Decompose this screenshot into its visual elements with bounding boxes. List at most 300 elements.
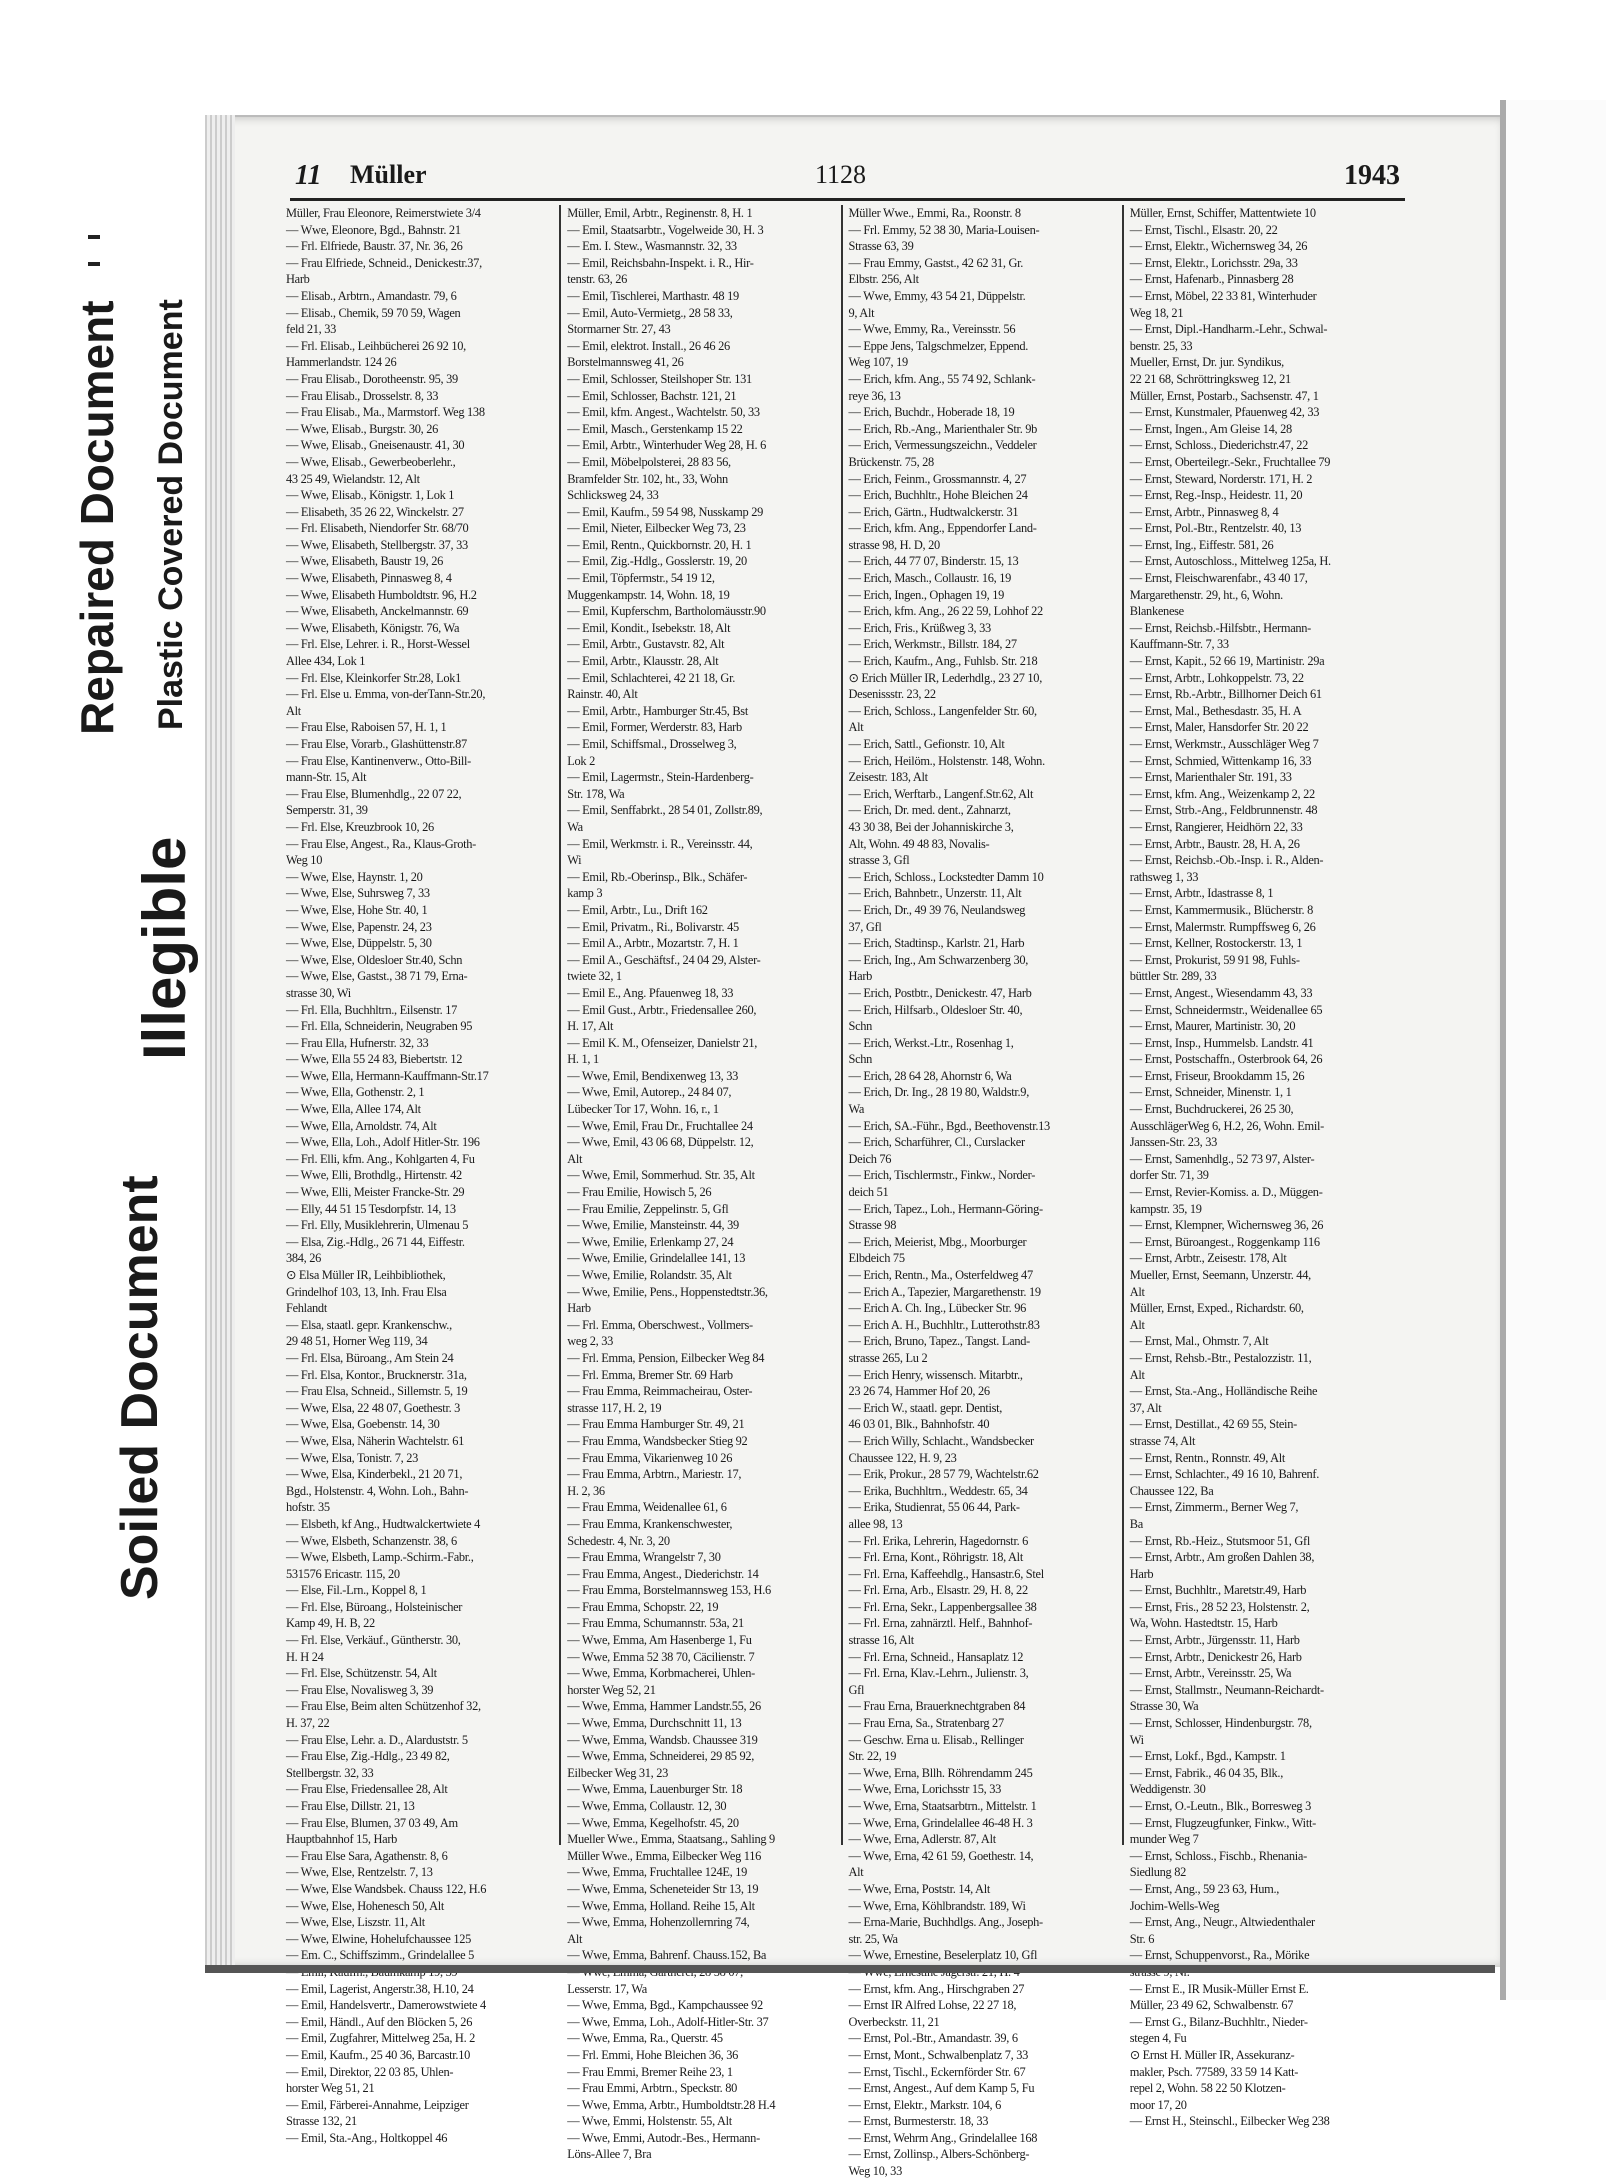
directory-entry: — Wwe, Emma, Arbtr., Humboldtstr.28 H.4 (567, 2097, 776, 2112)
directory-entry: — Ernst, Rb.-Heiz., Stutsmoor 51, Gfl (1129, 1533, 1311, 1548)
directory-entry: — Emil, Rb.-Oberinsp., Blk., Schäfer- (567, 869, 748, 884)
directory-entry: — Wwe, Elsa, 22 48 07, Goethestr. 3 (286, 1400, 461, 1415)
directory-entry: — Wwe, Else, Rentzelstr. 7, 13 (286, 1865, 433, 1880)
directory-entry: — Wwe, Emma, Bgd., Kampchaussee 92 (567, 1998, 763, 2013)
soiled-document-label: Soiled Document (111, 1175, 169, 1600)
directory-entry: — Ernst, O.-Leutn., Blk., Borresweg 3 (1129, 1799, 1312, 1813)
directory-entry: Strasse 30, Wa (1129, 1699, 1199, 1714)
directory-entry: — Emil, Arbtr., Klausstr. 28, Alt (567, 654, 719, 669)
directory-entry: — Wwe, Elisabeth Humboldtstr. 96, H.2 (286, 587, 477, 602)
directory-entry: — Frl. Else, Verkäuf., Güntherstr. 30, (286, 1633, 461, 1648)
directory-entry: — Ernst, Ing., Eiffestr. 581, 26 (1129, 537, 1274, 552)
directory-entry: — Wwe, Emma, Lauenburger Str. 18 (567, 1782, 743, 1797)
directory-entry: — Wwe, Elli, Meister Francke-Str. 29 (286, 1185, 465, 1200)
directory-entry: makler, Psch. 77589, 33 59 14 Katt- (1129, 2064, 1299, 2079)
directory-entry: — Ernst, Büroangest., Roggenkamp 116 (1129, 1234, 1320, 1249)
directory-entry: Siedlung 82 (1129, 1865, 1186, 1880)
directory-column-4 (1124, 205, 1405, 2129)
directory-entry: — Ernst, Flugzeugfunker, Finkw., Witt- (1129, 1815, 1316, 1830)
directory-entry: Strasse 63, 39 (848, 239, 914, 254)
directory-entry: — Ernst, Klempner, Wichernsweg 36, 26 (1129, 1218, 1324, 1233)
directory-entry: — Frau Else, Friedensallee 28, Alt (286, 1782, 448, 1797)
directory-entry: strasse 3, Gfl (848, 853, 910, 868)
directory-entry: — Wwe, Emmi, Holstenstr. 55, Alt (567, 2114, 732, 2129)
directory-entry: — Wwe, Erna, Köhlbrandstr. 189, Wi (848, 1898, 1026, 1913)
directory-entry: — Frl. Ella, Buchhltrn., Eilsenstr. 17 (286, 1002, 458, 1017)
directory-entry: — Frl. Else, Kleinkorfer Str.28, Lok1 (286, 670, 462, 685)
directory-entry: twiete 32, 1 (567, 969, 622, 984)
directory-entry: — Frau Else, Novalisweg 3, 39 (286, 1682, 434, 1697)
directory-entry: Chaussee 122, Ba (1129, 1483, 1214, 1498)
directory-entry: 37, Gfl (848, 919, 882, 934)
directory-entry: H. 1, 1 (567, 1052, 599, 1067)
directory-entry: — Erich A., Tapezier, Margarethenstr. 19 (848, 1284, 1041, 1299)
repaired-document-label: Repaired Document (71, 300, 123, 735)
directory-entry: Alt (567, 1151, 583, 1166)
directory-entry: — Ernst, Zimmerm., Berner Weg 7, (1129, 1500, 1299, 1515)
directory-entry: Müller, Ernst, Exped., Richardstr. 60, (1129, 1301, 1304, 1316)
directory-entry: reye 36, 13 (848, 388, 901, 403)
directory-entry: — Frl. Emmi, Hohe Bleichen 36, 36 (567, 2047, 739, 2062)
directory-entry: — Frau Emilie, Howisch 5, 26 (567, 1185, 712, 1200)
directory-entry: — Em. I. Stew., Wasmannstr. 32, 33 (567, 239, 737, 254)
directory-entry: H. H 24 (286, 1649, 324, 1664)
directory-entry: — Wwe, Emma, Bahrenf. Chauss.152, Ba (567, 1948, 767, 1963)
directory-entry: munder Weg 7 (1129, 1832, 1199, 1847)
directory-entry: — Ernst, Maler, Hansdorfer Str. 20 22 (1129, 720, 1309, 735)
directory-entry: — Frau Else, Angest., Ra., Klaus-Groth- (286, 836, 476, 851)
directory-entry: — Frl. Erna, Kont., Röhrigstr. 18, Alt (848, 1550, 1023, 1565)
directory-entry: Borstelmannsweg 41, 26 (567, 355, 684, 370)
directory-entry: — Wwe, Elisabeth, Baustr 19, 26 (286, 554, 444, 569)
directory-entry: deich 51 (848, 1185, 889, 1200)
directory-entry: Alt (567, 1931, 583, 1946)
directory-entry: — Geschw. Erna u. Elisab., Rellinger (848, 1732, 1024, 1747)
directory-entry: — Emil, kfm. Angest., Wachtelstr. 50, 33 (567, 405, 760, 420)
directory-entry: — Wwe, Emil, Frau Dr., Fruchtallee 24 (567, 1118, 753, 1133)
directory-entry: — Wwe, Emma, Holland. Reihe 15, Alt (567, 1898, 755, 1913)
directory-entry: — Ernst, Lokf., Bgd., Kampstr. 1 (1129, 1749, 1286, 1764)
directory-entry: — Frl. Erna, Kaffeehdlg., Hansastr.6, Stel (848, 1566, 1044, 1581)
directory-entry: — Emil, Reichsbahn-Inspekt. i. R., Hir- (567, 255, 754, 270)
directory-entry: — Erich, Schloss., Lockstedter Damm 10 (848, 869, 1044, 884)
directory-entry: H. 2, 36 (567, 1483, 605, 1498)
directory-entry: — Frau Emma, Wrangelstr 7, 30 (567, 1550, 721, 1565)
directory-entry: — Frau Else, Dillstr. 21, 13 (286, 1799, 415, 1813)
directory-entry: — Wwe, Ella, Gothenstr. 2, 1 (286, 1085, 425, 1100)
directory-entry: — Erich, kfm. Ang., 26 22 59, Lohhof 22 (848, 604, 1043, 619)
directory-entry: — Wwe, Elsbeth, Lamp.-Schirm.-Fabr., (286, 1550, 474, 1565)
page-header (295, 160, 1400, 200)
directory-entry: Mueller, Ernst, Seemann, Unzerstr. 44, (1129, 1268, 1311, 1282)
directory-entry: — Else, Fil.-Lrn., Koppel 8, 1 (286, 1583, 427, 1598)
directory-entry: — Wwe, Erna, 42 61 59, Goethestr. 14, (848, 1848, 1034, 1863)
directory-entry: — Erich, Stadtinsp., Karlstr. 21, Harb (848, 936, 1025, 951)
directory-entry: mann-Str. 15, Alt (286, 770, 367, 785)
directory-entry: Müller Wwe., Emmi, Ra., Roonstr. 8 (848, 206, 1021, 220)
directory-entry: Elbstr. 256, Alt (848, 272, 919, 287)
directory-entry: — Wwe, Erna, Staatsarbtrn., Mittelstr. 1 (848, 1799, 1037, 1813)
directory-entry: — Emil, Färberei-Annahme, Leipziger (286, 2097, 469, 2112)
directory-entry: Strasse 98 (848, 1218, 897, 1233)
directory-entry: — Ernst, Reg.-Insp., Heidestr. 11, 20 (1129, 488, 1303, 503)
directory-entry: — Frau Else, Raboisen 57, H. 1, 1 (286, 720, 447, 735)
directory-entry: — Wwe, Emma, Kegelhofstr. 45, 20 (567, 1815, 739, 1830)
directory-entry: — Erich, Werkmstr., Billstr. 184, 27 (848, 637, 1017, 652)
directory-entry: Deich 76 (848, 1151, 892, 1166)
directory-entry: — Wwe, Emil, Autorep., 24 84 07, (567, 1085, 732, 1100)
directory-entry: — Ernst, Möbel, 22 33 81, Winterhuder (1129, 288, 1317, 303)
directory-entry: — Erich, Gärtn., Hudtwalckerstr. 31 (848, 504, 1019, 519)
directory-entry: — Emil, elektrot. Install., 26 46 26 (567, 338, 730, 353)
directory-entry: Weg 10 (286, 853, 323, 868)
directory-entry: — Ernst, Kammermusik., Blücherstr. 8 (1129, 902, 1314, 917)
directory-entry: — Wwe, Emma, Am Hasenberge 1, Fu (567, 1633, 752, 1648)
directory-entry: — Erik, Prokur., 28 57 79, Wachtelstr.62 (848, 1467, 1039, 1482)
directory-entry: — Elsa, staatl. gepr. Krankenschw., (286, 1317, 452, 1332)
directory-entry: — Ernst, Schneidermstr., Weidenallee 65 (1129, 1002, 1323, 1017)
directory-entry: strasse 117, H. 2, 19 (567, 1400, 662, 1415)
directory-entry: Müller, 23 49 62, Schwalbenstr. 67 (1129, 1998, 1294, 2013)
directory-entry: — Ernst, Oberteilegr.-Sekr., Fruchtallee 79 (1129, 454, 1331, 469)
directory-entry: — Ernst, Mal., Ohmstr. 7, Alt (1129, 1334, 1269, 1349)
directory-entry: — Emil, Schlosser, Steilshoper Str. 131 (567, 371, 752, 386)
directory-entry: — Ernst, Pol.-Btr., Rentzelstr. 40, 13 (1129, 521, 1302, 536)
directory-entry: — Erich, Schloss., Langenfelder Str. 60, (848, 703, 1037, 718)
directory-entry: — Frau Else, Kantinenverw., Otto-Bill- (286, 753, 471, 768)
directory-entry: — Wwe, Else, Suhrsweg 7, 33 (286, 886, 430, 901)
directory-entry: — Ernst, Fris., 28 52 23, Holstenstr. 2, (1129, 1599, 1310, 1614)
directory-entry: weg 2, 33 (567, 1334, 614, 1349)
directory-entry: — Frau Elisab., Drosselstr. 8, 33 (286, 388, 439, 403)
directory-entry: — Erich, Dr. Ing., 28 19 80, Waldstr.9, (848, 1085, 1029, 1100)
directory-entry: — Wwe, Elisab., Gewerbeoberlehr., (286, 454, 456, 469)
directory-entry: — Emil, Staatsarbtr., Vogelweide 30, H. 3 (567, 222, 764, 237)
directory-entry: — Ernst, Arbtr., Lohkoppelstr. 73, 22 (1129, 670, 1304, 685)
directory-entry: — Emil, Arbtr., Gustavstr. 82, Alt (567, 637, 725, 652)
directory-entry: — Ernst, Arbtr., Zeisestr. 178, Alt (1129, 1251, 1287, 1266)
directory-column-3 (843, 205, 1124, 2179)
directory-entry: — Frau Elfriede, Schneid., Denickestr.37, (286, 255, 482, 270)
directory-entry: — Wwe, Elwine, Hohelufchaussee 125 (286, 1931, 472, 1946)
directory-entry: — Wwe, Emma, Loh., Adolf-Hitler-Str. 37 (567, 2014, 769, 2029)
directory-entry: — Frl. Erna, Schneid., Hansaplatz 12 (848, 1649, 1024, 1664)
directory-entry: Harb (286, 272, 310, 287)
directory-entry: — Emil, Kupferschm, Bartholomäusstr.90 (567, 604, 766, 619)
directory-entry: — Wwe, Emilie, Pens., Hoppenstedtstr.36, (567, 1284, 768, 1299)
directory-entry: — Frl. Else, Lehrer. i. R., Horst-Wessel (286, 637, 470, 652)
directory-entry: — Wwe, Emilie, Mansteinstr. 44, 39 (567, 1218, 739, 1233)
directory-entry: — Frau Emmi, Bremer Reihe 23, 1 (567, 2064, 733, 2079)
directory-entry: — Frl. Erna, zahnärztl. Helf., Bahnhof- (848, 1616, 1033, 1631)
directory-entry: — Ernst, Pol.-Btr., Amandastr. 39, 6 (848, 2031, 1018, 2046)
directory-entry: Müller Wwe., Emma, Eilbecker Weg 116 (567, 1848, 761, 1863)
directory-entry: — Wwe, Else Wandsbek. Chauss 122, H.6 (286, 1881, 487, 1896)
directory-entry: — Frl. Elsa, Kontor., Brucknerstr. 31a, (286, 1367, 467, 1382)
directory-entry: — Emil, Kaufm., 59 54 98, Nusskamp 29 (567, 504, 763, 519)
directory-entry: — Erich, 28 64 28, Ahornstr 6, Wa (848, 1068, 1012, 1083)
directory-entry: — Emil, Former, Werderstr. 83, Harb (567, 720, 742, 735)
directory-entry: — Emil, Direktor, 22 03 85, Uhlen- (286, 2064, 454, 2079)
directory-entry: — Erika, Buchhltrn., Weddestr. 65, 34 (848, 1483, 1028, 1498)
directory-entry: — Erich, Heilöm., Holstenstr. 148, Wohn. (848, 753, 1045, 768)
directory-entry: — Wwe, Emma, Ra., Querstr. 45 (567, 2031, 723, 2046)
directory-entry: — Ernst, Burmesterstr. 18, 33 (848, 2114, 989, 2129)
directory-entry: — Frau Else, Lehr. a. D., Alarduststr. 5 (286, 1732, 468, 1747)
directory-entry: 22 21 68, Schröttringksweg 12, 21 (1129, 371, 1291, 386)
directory-entry: — Erich, SA.-Führ., Bgd., Beethovenstr.13 (848, 1118, 1050, 1133)
directory-entry: kamp 3 (567, 886, 603, 901)
directory-entry: — Ernst IR Alfred Lohse, 22 27 18, (848, 1998, 1017, 2013)
directory-entry: — Erich, Dr. med. dent., Zahnarzt, (848, 803, 1011, 818)
directory-entry: — Wwe, Else, Oldesloer Str.40, Schn (286, 952, 463, 967)
directory-entry: — Frl. Erna, Arb., Elsastr. 29, H. 8, 22 (848, 1583, 1028, 1598)
directory-entry: — Frau Else, Beim alten Schützenhof 32, (286, 1699, 481, 1714)
directory-entry: — Ernst, Mont., Schwalbenplatz 7, 33 (848, 2047, 1029, 2062)
directory-entry: strasse 98, H. D, 20 (848, 537, 940, 552)
directory-entry: — Ernst, Ang., Neugr., Altwiedenthaler (1129, 1915, 1315, 1930)
directory-entry: Str. 6 (1129, 1931, 1155, 1946)
directory-entry: moor 17, 20 (1129, 2097, 1187, 2112)
directory-entry: — Wwe, Else, Liszstr. 11, Alt (286, 1915, 425, 1930)
directory-entry: 37, Alt (1129, 1400, 1162, 1415)
directory-entry: — Frau Erna, Brauerknechtgraben 84 (848, 1699, 1026, 1714)
directory-entry: — Erich, Buchhltr., Hohe Bleichen 24 (848, 488, 1028, 503)
directory-entry: — Ernst, kfm. Ang., Hirschgraben 27 (848, 1981, 1025, 1996)
directory-entry: — Ernst, Mal., Bethesdastr. 35, H. A (1129, 703, 1302, 718)
directory-entry: Str. 178, Wa (567, 786, 625, 801)
directory-entry: — Wwe, Else, Haynstr. 1, 20 (286, 869, 423, 884)
directory-entry: — Wwe, Emma 52 38 70, Cäcilienstr. 7 (567, 1649, 755, 1664)
directory-entry: — Emil, Auto-Vermietg., 28 58 33, (567, 305, 733, 320)
directory-entry: strasse 265, Lu 2 (848, 1350, 928, 1365)
directory-entry: 9, Alt (848, 305, 875, 320)
directory-entry: Overbeckstr. 11, 21 (848, 2014, 940, 2029)
page-number: 1128 (815, 160, 867, 189)
directory-entry: — Ernst, Arbtr., Am großen Dahlen 38, (1129, 1550, 1315, 1565)
directory-entry: — Frau Emmy, Gastst., 42 62 31, Gr. (848, 255, 1024, 270)
directory-entry: — Ernst, Schloss., Diederichstr.47, 22 (1129, 438, 1308, 453)
directory-entry: — Ernst, Kellner, Rostockerstr. 13, 1 (1129, 936, 1303, 951)
directory-entry: Schedestr. 4, Nr. 3, 20 (567, 1533, 670, 1548)
directory-entry: — Wwe, Emilie, Rolandstr. 35, Alt (567, 1268, 732, 1282)
directory-entry: — Ernst, Steward, Norderstr. 171, H. 2 (1129, 471, 1313, 486)
directory-entry: — Ernst, Reichsb.-Ob.-Insp. i. R., Alden- (1129, 853, 1324, 868)
directory-entry: — Wwe, Ella, Hermann-Kauffmann-Str.17 (286, 1068, 489, 1083)
directory-entry: — Emil, Möbelpolsterei, 28 83 56, (567, 454, 731, 469)
directory-entry: Alt (848, 1865, 864, 1880)
directory-entry: — Wwe, Elsa, Goebenstr. 14, 30 (286, 1417, 440, 1432)
directory-entry: feld 21, 33 (286, 322, 337, 337)
directory-entry: — Elsa, Zig.-Hdlg., 26 71 44, Eiffestr. (286, 1234, 465, 1249)
directory-entry: H. 17, Alt (567, 1019, 614, 1034)
directory-entry: — Ernst, Rentn., Ronnstr. 49, Alt (1129, 1450, 1286, 1465)
directory-entry: — Ernst, Schuppenvorst., Ra., Mörike (1129, 1948, 1310, 1963)
directory-entry: — Frau Emma, Krankenschwester, (567, 1516, 733, 1531)
directory-entry: Rainstr. 40, Alt (567, 687, 638, 702)
directory-entry: — Elisab., Arbtrn., Amandastr. 79, 6 (286, 288, 457, 303)
directory-entry: — Ernst, Arbtr., Denickestr 26, Harb (1129, 1649, 1302, 1664)
directory-entry: Schlicksweg 24, 33 (567, 488, 659, 503)
directory-entry: — Emil, Handelsvertr., Damerowstwiete 4 (286, 1998, 486, 2013)
directory-entry: — Frau Emma, Borstelmannsweg 153, H.6 (567, 1583, 771, 1598)
directory-entry: — Erich, Bruno, Tapez., Tangst. Land- (848, 1334, 1030, 1349)
directory-entry: Alt, Wohn. 49 48 83, Novalis- (848, 836, 990, 851)
directory-entry: — Frau Else, Vorarb., Glashüttenstr.87 (286, 737, 467, 751)
directory-entry: Wi (567, 853, 582, 868)
directory-entry: Lübecker Tor 17, Wohn. 16, r., 1 (567, 1102, 719, 1117)
column-number: 11 (295, 160, 322, 191)
directory-entry: — Ernst, Dipl.-Handharm.-Lehr., Schwal- (1129, 322, 1328, 337)
directory-entry: — Erich, Werftarb., Langenf.Str.62, Alt (848, 786, 1034, 801)
directory-entry: — Ernst, Postschaffn., Osterbrook 64, 26 (1129, 1052, 1323, 1067)
directory-entry: — Wwe, Elsa, Näherin Wachtelstr. 61 (286, 1433, 464, 1448)
directory-entry: Alt (848, 720, 864, 735)
directory-entry: — Wwe, Elisabeth, Anckelmannstr. 69 (286, 604, 469, 619)
directory-entry: Brückenstr. 75, 28 (848, 454, 934, 469)
directory-entry: — Emil, Masch., Gerstenkamp 15 22 (567, 421, 743, 436)
directory-entry: — Wwe, Emil, Bendixenweg 13, 33 (567, 1068, 739, 1083)
directory-entry: — Ernst, Destillat., 42 69 55, Stein- (1129, 1417, 1297, 1432)
scan-top-margin (0, 0, 1600, 48)
directory-entry: — Frl. Elisab., Leihbücherei 26 92 10, (286, 338, 466, 353)
directory-entry: Muggenkampstr. 14, Wohn. 18, 19 (567, 587, 730, 602)
directory-entry: Müller, Frau Eleonore, Reimerstwiete 3/4 (286, 206, 481, 220)
directory-entry: — Frl. Else, Schützenstr. 54, Alt (286, 1666, 437, 1681)
adjacent-page-strip (1500, 100, 1606, 2000)
directory-entry: Mueller, Ernst, Dr. jur. Syndikus, (1129, 355, 1284, 370)
directory-entry: — Emil, Werkmstr. i. R., Vereinsstr. 44, (567, 836, 753, 851)
directory-entry: — Ernst, Strb.-Ang., Feldbrunnenstr. 48 (1129, 803, 1318, 818)
directory-entry: — Wwe, Elsbeth, Schanzenstr. 38, 6 (286, 1533, 457, 1548)
directory-entry: — Ernst, Marienthaler Str. 191, 33 (1129, 770, 1292, 785)
directory-entry: 384, 26 (286, 1251, 322, 1266)
directory-entry: Weg 18, 21 (1129, 305, 1184, 320)
directory-entry: — Wwe, Elsa, Kinderbekl., 21 20 71, (286, 1467, 463, 1482)
directory-entry: — Wwe, Erna, Poststr. 14, Alt (848, 1881, 990, 1896)
directory-entry: — Erich, Tischlermstr., Finkw., Norder- (848, 1168, 1036, 1183)
directory-entry: — Erich, Buchdr., Hoberade 18, 19 (848, 405, 1015, 420)
directory-entry: — Ernst, Schloss., Fischb., Rhenania- (1129, 1848, 1307, 1863)
directory-entry: — Ernst, Tischl., Eckernförder Str. 67 (848, 2064, 1026, 2079)
directory-entry: — Frau Else, Zig.-Hdlg., 23 49 82, (286, 1749, 450, 1764)
directory-entry: — Wwe, Elisabeth, Pinnasweg 8, 4 (286, 571, 452, 586)
directory-entry: Bgd., Holstenstr. 4, Wohn. Loh., Bahn- (286, 1483, 469, 1498)
directory-entry: — Em. C., Schiffszimm., Grindelallee 5 (286, 1948, 474, 1963)
directory-entry: — Emil, Sta.-Ang., Holtkoppel 46 (286, 2130, 448, 2145)
directory-entry: — Wwe, Ella, Loh., Adolf Hitler-Str. 196 (286, 1135, 480, 1150)
directory-entry: — Emil A., Geschäftsf., 24 04 29, Alster- (567, 952, 761, 967)
directory-entry: — Ernst, Elektr., Markstr. 104, 6 (848, 2097, 1002, 2112)
directory-entry: — Ernst, Schlachter., 49 16 10, Bahrenf. (1129, 1467, 1320, 1482)
directory-entry: — Ernst, Elektr., Wichernsweg 34, 26 (1129, 239, 1308, 254)
directory-entry: Alt (1129, 1367, 1145, 1382)
label-tick-mark (88, 262, 100, 266)
header-surname: Müller (350, 160, 427, 189)
directory-entry: — Ernst H., Steinschl., Eilbecker Weg 238 (1129, 2114, 1330, 2129)
directory-entry: — Frl. Elisabeth, Niendorfer Str. 68/70 (286, 521, 469, 536)
directory-entry: — Erich A. Ch. Ing., Lübecker Str. 96 (848, 1301, 1026, 1316)
directory-entry: Semperstr. 31, 39 (286, 803, 368, 818)
directory-entry: — Erich Henry, wissensch. Mitarbtr., (848, 1367, 1023, 1382)
directory-entry: Alt (1129, 1284, 1145, 1299)
directory-entry: Grindelhof 103, 13, Inh. Frau Elsa (286, 1284, 447, 1299)
directory-entry: — Emil, Zig.-Hdlg., Gosslerstr. 19, 20 (567, 554, 747, 569)
directory-entry: — Frau Emilie, Zeppelinstr. 5, Gfl (567, 1201, 729, 1216)
directory-entry: repel 2, Wohn. 58 22 50 Klotzen- (1129, 2081, 1286, 2096)
directory-entry: — Ernst, Schneider, Minenstr. 1, 1 (1129, 1085, 1292, 1100)
directory-entry: büttler Str. 289, 33 (1129, 969, 1217, 984)
directory-entry: — Wwe, Erna, Grindelallee 46-48 H. 3 (848, 1815, 1033, 1830)
directory-entry: AusschlägerWeg 6, H.2, 26, Wohn. Emil- (1129, 1118, 1324, 1133)
directory-entry: Bramfelder Str. 102, ht., 33, Wohn (567, 471, 728, 486)
directory-entry: — Wwe, Emma, Scheneteider Str 13, 19 (567, 1881, 759, 1896)
directory-entry: — Wwe, Else, Gastst., 38 71 79, Erna- (286, 969, 468, 984)
directory-entry: — Ernst, Malermstr. Rumpffsweg 6, 26 (1129, 919, 1316, 934)
directory-entry: Kauffmann-Str. 7, 33 (1129, 637, 1229, 652)
directory-entry: — Erich, Tapez., Loh., Hermann-Göring- (848, 1201, 1043, 1216)
directory-entry: — Frau Ella, Hufnerstr. 32, 33 (286, 1035, 429, 1050)
directory-column-2 (561, 205, 842, 2162)
directory-entry: — Ernst, Kunstmaler, Pfauenweg 42, 33 (1129, 405, 1320, 420)
directory-entry: — Erich, Feinm., Grossmannstr. 4, 27 (848, 471, 1027, 486)
directory-entry: — Wwe, Emma, Hammer Landstr.55, 26 (567, 1699, 761, 1714)
directory-entry: Alt (286, 703, 301, 718)
directory-entry: — Ernst, Fabrik., 46 04 35, Blk., (1129, 1765, 1283, 1780)
directory-entry: — Ernst, Rb.-Arbtr., Billhorner Deich 61 (1129, 687, 1322, 702)
directory-entry: — Emil A., Arbtr., Mozartstr. 7, H. 1 (567, 936, 739, 951)
directory-entry: — Ernst, Angest., Wiesendamm 43, 33 (1129, 985, 1313, 1000)
directory-entry: — Wwe, Emma, Fruchtallee 124E, 19 (567, 1865, 748, 1880)
directory-entry: — Emil E., Ang. Pfauenweg 18, 33 (567, 985, 734, 1000)
directory-entry: — Wwe, Emilie, Erlenkamp 27, 24 (567, 1234, 734, 1249)
directory-entry: — Frl. Emma, Bremer Str. 69 Harb (567, 1367, 733, 1382)
directory-columns (280, 205, 1405, 2179)
directory-entry: — Emil, Senffabrkt., 28 54 01, Zollstr.89, (567, 803, 763, 818)
directory-entry: Weg 107, 19 (848, 355, 908, 370)
directory-entry: — Emil, Schlosser, Bachstr. 121, 21 (567, 388, 737, 403)
directory-entry: — Frau Elisab., Dorotheenstr. 95, 39 (286, 371, 458, 386)
directory-entry: rathsweg 1, 33 (1129, 869, 1199, 884)
directory-entry: — Emil, Kaufm., 25 40 36, Barcastr.10 (286, 2047, 471, 2062)
directory-entry: Margarethenstr. 29, ht., 6, Wohn. (1129, 587, 1283, 602)
directory-entry: — Ernst, Buchhltr., Maretstr.49, Harb (1129, 1583, 1307, 1598)
directory-entry: — Frl. Elly, Musiklehrerin, Ulmenau 5 (286, 1218, 469, 1233)
directory-entry: — Erich, Scharführer, Cl., Curslacker (848, 1135, 1025, 1150)
directory-entry: — Wwe, Emma, Hohenzollernring 74, (567, 1915, 750, 1930)
directory-entry: — Wwe, Else, Papenstr. 24, 23 (286, 919, 432, 934)
directory-entry: Str. 22, 19 (848, 1749, 897, 1764)
directory-entry: — Frl. Elfriede, Baustr. 37, Nr. 36, 26 (286, 239, 463, 254)
directory-entry: — Frau Emma, Angest., Diederichstr. 14 (567, 1566, 759, 1581)
directory-entry: — Wwe, Erna, Bllh. Röhrendamm 245 (848, 1765, 1033, 1780)
directory-entry: Strasse 132, 21 (286, 2114, 357, 2129)
directory-entry: — Frau Emma, Arbtrn., Mariestr. 17, (567, 1467, 742, 1482)
directory-entry: — Frl. Elli, kfm. Ang., Kohlgarten 4, Fu (286, 1151, 475, 1166)
directory-entry: — Ernst, Rehsb.-Btr., Pestalozzistr. 11, (1129, 1350, 1312, 1365)
directory-entry: — Ernst, Arbtr., Idastrasse 8, 1 (1129, 886, 1274, 901)
directory-entry: — Frau Elsa, Schneid., Sillemstr. 5, 19 (286, 1384, 468, 1399)
directory-entry: — Ernst, Angest., Auf dem Kamp 5, Fu (848, 2081, 1035, 2096)
directory-entry: hofstr. 35 (286, 1500, 330, 1515)
directory-entry: Mueller Wwe., Emma, Staatsang., Sahling 9 (567, 1832, 775, 1847)
directory-entry: — Erich, Postbtr., Denickestr. 47, Harb (848, 985, 1032, 1000)
directory-entry: — Wwe, Ella, Allee 174, Alt (286, 1102, 421, 1117)
directory-entry: — Erich, Rentn., Ma., Osterfeldweg 47 (848, 1268, 1033, 1282)
directory-entry: Hammerlandstr. 124 26 (286, 355, 397, 370)
directory-entry: — Emil, Rentn., Quickbornstr. 20, H. 1 (567, 537, 752, 552)
directory-entry: — Wwe, Emilie, Grindelallee 141, 13 (567, 1251, 746, 1266)
